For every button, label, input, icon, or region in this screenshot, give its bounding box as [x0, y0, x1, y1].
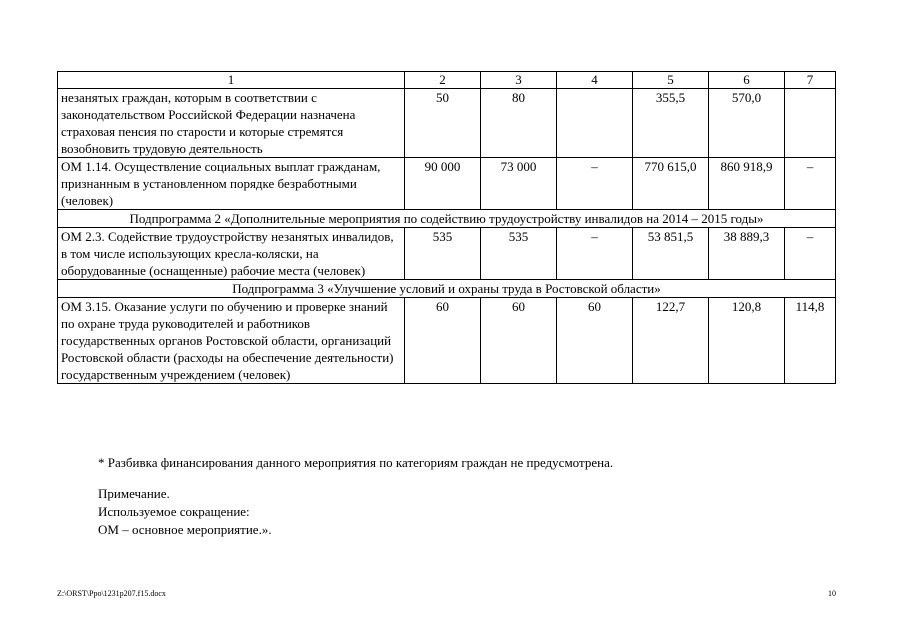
cell-value: 860 918,9 — [709, 158, 785, 210]
cell-value: 38 889,3 — [709, 228, 785, 280]
subprogram-2-title: Подпрограмма 2 «Дополнительные мероприятия по содействию трудоустройству инвалидов на 2014 – 2015 годы» — [58, 210, 836, 228]
cell-value — [557, 89, 633, 158]
table-row — [58, 298, 836, 384]
subprogram-row — [58, 280, 836, 298]
cell-value: 60 — [481, 298, 557, 384]
table-row — [58, 158, 836, 210]
cell-value: 60 — [557, 298, 633, 384]
cell-value: – — [785, 158, 836, 210]
cell-value: 90 000 — [405, 158, 481, 210]
cell-value: 120,8 — [709, 298, 785, 384]
cell-value: 355,5 — [633, 89, 709, 158]
col-header-3: 3 — [481, 72, 557, 89]
note-line: ОМ – основное мероприятие.». — [98, 522, 272, 537]
cell-value: 770 615,0 — [633, 158, 709, 210]
financing-table — [57, 71, 836, 384]
table-header-row — [58, 72, 836, 89]
footer-file-path: Z:\ORST\Ppo\1231p207.f15.docx — [57, 589, 166, 598]
cell-value: 80 — [481, 89, 557, 158]
col-header-7: 7 — [785, 72, 836, 89]
row-description: ОМ 2.3. Содействие трудоустройству незанятых инвалидов, в том числе использующих кресла-коляски, на оборудованные (оснащенные) рабочие места (человек) — [58, 228, 405, 280]
cell-value: 570,0 — [709, 89, 785, 158]
col-header-5: 5 — [633, 72, 709, 89]
table-row — [58, 89, 836, 158]
col-header-6: 6 — [709, 72, 785, 89]
cell-value: 535 — [481, 228, 557, 280]
notes-block — [98, 485, 272, 539]
cell-value: – — [557, 158, 633, 210]
cell-value: 73 000 — [481, 158, 557, 210]
cell-value: 122,7 — [633, 298, 709, 384]
cell-value: 114,8 — [785, 298, 836, 384]
cell-value — [785, 89, 836, 158]
row-description: ОМ 1.14. Осуществление социальных выплат гражданам, признанным в установленном порядке безработными (человек) — [58, 158, 405, 210]
table-row — [58, 228, 836, 280]
note-title: Примечание. — [98, 486, 170, 501]
cell-value: – — [557, 228, 633, 280]
footnote: * Разбивка финансирования данного мероприятия по категориям граждан не предусмотрена. — [98, 455, 614, 470]
row-description: незанятых граждан, которым в соответствии с законодательством Российской Федерации назначена страховая пенсия по старости и которые стремятся возобновить трудовую деятельность — [58, 89, 405, 158]
cell-value: – — [785, 228, 836, 280]
cell-value: 50 — [405, 89, 481, 158]
cell-value: 535 — [405, 228, 481, 280]
page-number: 10 — [828, 589, 836, 598]
col-header-2: 2 — [405, 72, 481, 89]
row-description: ОМ 3.15. Оказание услуги по обучению и проверке знаний по охране труда руководителей и работников государственных органов Ростовской области, организаций Ростовской области (расходы на обеспечение деятельности) государственным учреждением (человек) — [58, 298, 405, 384]
cell-value: 60 — [405, 298, 481, 384]
subprogram-3-title: Подпрограмма 3 «Улучшение условий и охраны труда в Ростовской области» — [58, 280, 836, 298]
col-header-1: 1 — [58, 72, 405, 89]
cell-value: 53 851,5 — [633, 228, 709, 280]
subprogram-row — [58, 210, 836, 228]
note-line: Используемое сокращение: — [98, 504, 250, 519]
col-header-4: 4 — [557, 72, 633, 89]
